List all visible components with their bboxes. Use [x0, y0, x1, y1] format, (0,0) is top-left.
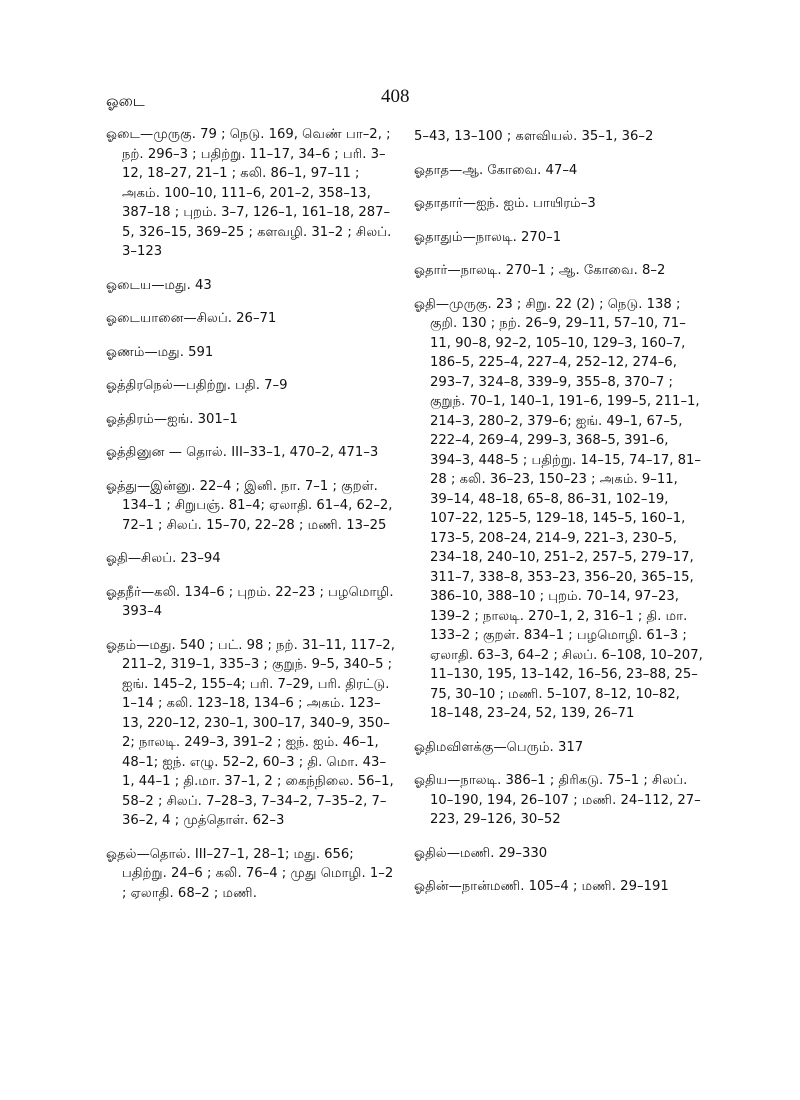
index-entry: ஓதாதார்—ஐந். ஐம். பாயிரம்–3 [414, 196, 596, 211]
index-entry: ஓடையானை—சிலப். 26–71 [106, 311, 277, 326]
page-number: 408 [381, 86, 410, 107]
index-entry: ஓதநீர்—கலி. 134–6 ; புறம். 22–23 ; பழமொழி. 393–4 [106, 584, 394, 619]
right-column [414, 127, 704, 911]
index-entry: ஓதின்—நான்மணி. 105–4 ; மணி. 29–191 [414, 879, 669, 894]
index-entry: ஓதி—சிலப். 23–94 [106, 551, 221, 566]
index-entry: ஓதார்—நாலடி. 270–1 ; ஆ. கோவை. 8–2 [414, 263, 666, 278]
index-entry: ஓதிய—நாலடி. 386–1 ; திரிகடு. 75–1 ; சிலப். 10–190, 194, 26–107 ; மணி. 24–112, 27–223, 29–126, 30–52 [414, 773, 701, 827]
index-entry: ஓத்திரம்—ஐங். 301–1 [106, 411, 238, 427]
index-entry-continued: 5–43, 13–100 ; களவியல். 35–1, 36–2 [414, 129, 654, 144]
left-column [106, 125, 396, 917]
index-entry: ஓதாத—ஆ. கோவை. 47–4 [414, 162, 578, 178]
index-entry: ஓத்தினுன — தொல். III–33–1, 470–2, 471–3 [106, 445, 379, 460]
index-entry: ஓணம்—மது. 591 [106, 344, 214, 360]
index-entry: ஓத்து—இன்னு. 22–4 ; இனி. நா. 7–1 ; குறள். 134–1 ; சிறுபஞ். 81–4; ஏலாதி. 61–4, 62–2, 72–1 ; சிலப். 15–70, 22–28 ; மணி. 13–25 [106, 478, 393, 533]
index-entry: ஓடை—முருகு. 79 ; நெடு. 169, வெண் பா–2, ; நற். 296–3 ; பதிற்று. 11–17, 34–6 ; பரி. 3–12, 18–27, 21–1 ; கலி. 86–1, 97–11 ; அகம். 100–10, 111–6, 201–2, 358–13, 387–18 ; புறம். 3–7, 126–1, 161–18, 287–5, 326–15, 369–25 ; களவழி. 31–2 ; சிலப். 3–123 [106, 127, 392, 259]
index-entry: ஓதம்—மது. 540 ; பட். 98 ; நற். 31–11, 117–2, 211–2, 319–1, 335–3 ; குறுந். 9–5, 340–5 ; ஐங். 145–2, 155–4; பரி. 7–29, பரி. திரட்டு. 1–14 ; கலி. 123–18, 134–6 ; அகம். 123–13, 220–12, 230–1, 300–17, 340–9, 350–2; நாலடி. 249–3, 391–2 ; ஐந். ஐம். 46–1, 48–1; ஐந். எழு. 52–2, 60–3 ; தி. மொ. 43–1, 44–1 ; தி.மா. 37–1, 2 ; கைந்நிலை. 56–1, 58–2 ; சிலப். 7–28–3, 7–34–2, 7–35–2, 7–36–2, 4 ; முத்தொள். 62–3 [106, 637, 395, 828]
index-entry: ஓதில்—மணி. 29–330 [414, 845, 548, 861]
index-entry: ஓத்திரநெல்—பதிற்று. பதி. 7–9 [106, 378, 288, 393]
running-headword: ஓடை [106, 92, 145, 110]
index-entry: ஓதாதும்—நாலடி. 270–1 [414, 229, 562, 245]
index-entry: ஓதல்—தொல். III–27–1, 28–1; மது. 656; பதிற்று. 24–6 ; கலி. 76–4 ; முது மொழி. 1–2 ; ஏலாதி. 68–2 ; மணி. [106, 846, 394, 901]
index-entry: ஓதிமவிளக்கு—பெரும். 317 [414, 739, 584, 755]
index-entry: ஓடைய—மது. 43 [106, 277, 212, 293]
index-entry: ஓதி—முருகு. 23 ; சிறு. 22 (2) ; நெடு. 138 ; குறி. 130 ; நற். 26–9, 29–11, 57–10, 71–11, 90–8, 92–2, 105–10, 129–3, 160–7, 186–5, 225–4, 227–4, 252–12, 274–6, 293–7, 324–8, 339–9, 355–8, 370–7 ; குறுந். 70–1, 140–1, 191–6, 199–5, 211–1, 214–3, 280–2, 379–6; ஐங். 49–1, 67–5, 222–4, 269–4, 299–3, 368–5, 391–6, 394–3, 448–5 ; பதிற்று. 14–15, 74–17, 81–28 ; கலி. 36–23, 150–23 ; அகம். 9–11, 39–14, 48–18, 65–8, 86–31, 102–19, 107–22, 125–5, 129–18, 145–5, 160–1, 173–5, 208–24, 214–9, 221–3, 230–5, 234–18, 240–10, 251–2, 257–5, 279–17, 311–7, 338–8, 353–23, 356–20, 365–15, 386–10, 388–10 ; புறம். 70–14, 97–23, 139–2 ; நாலடி. 270–1, 2, 316–1 ; தி. மா. 133–2 ; குறள். 834–1 ; பழமொழி. 61–3 ; ஏலாதி. 63–3, 64–2 ; சிலப். 6–108, 10–207, 11–130, 195, 13–142, 16–56, 23–88, 25–75, 30–10 ; மணி. 5–107, 8–12, 10–82, 18–148, 23–24, 52, 139, 26–71 [414, 296, 703, 721]
